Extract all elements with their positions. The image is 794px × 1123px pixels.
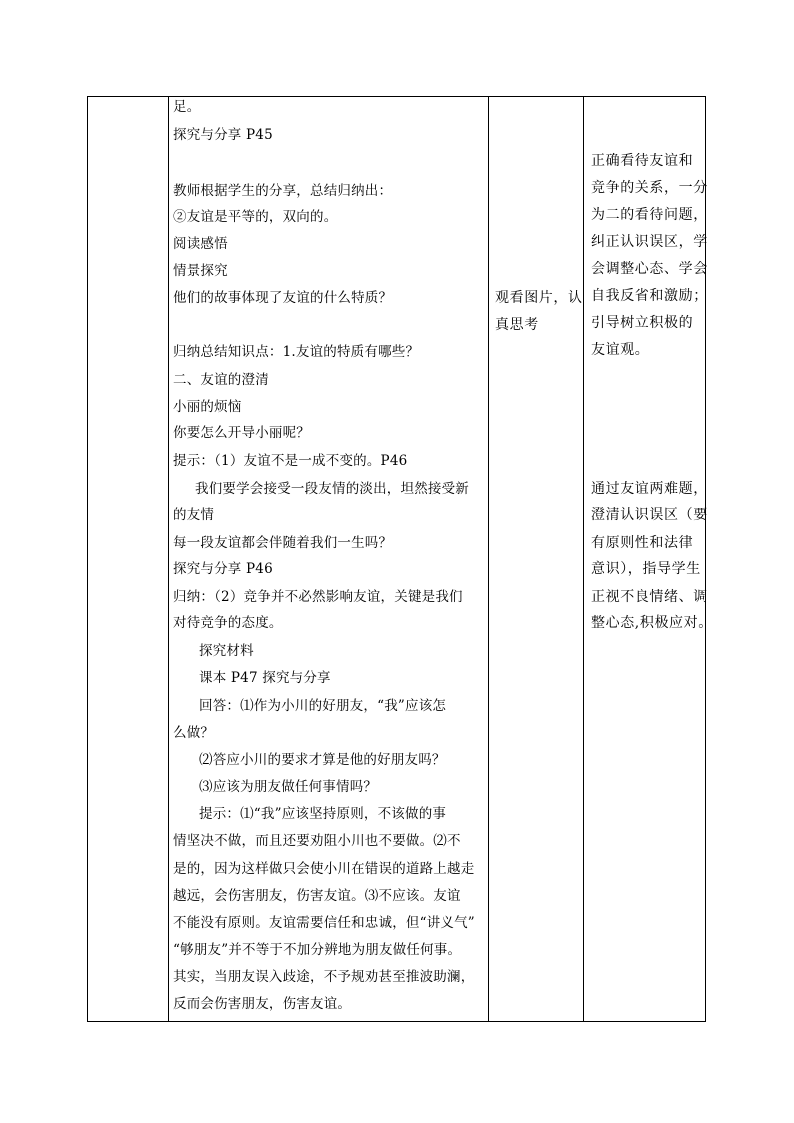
- intent-line: 有原则性和法律: [591, 535, 694, 551]
- content-line: 情坚决不做，而且还要劝阻小川也不要做。⑵不: [173, 833, 461, 849]
- content-line: 探究与分享 P46: [173, 561, 273, 577]
- content-line: 我们要学会接受一段友情的淡出，坦然接受新: [195, 481, 469, 497]
- intent-line: 整心态,积极应对。: [591, 615, 713, 631]
- intent-line: 会调整心态、学会: [591, 261, 708, 277]
- content-line: 你要怎么开导小丽呢？: [173, 425, 310, 441]
- content-line: 么做？: [173, 725, 215, 741]
- content-line: ⑶应该为朋友做任何事情吗？: [199, 779, 378, 795]
- content-line: ②友谊是平等的，双向的。: [173, 209, 338, 225]
- content-line: 足。: [173, 99, 201, 115]
- content-line: 他们的故事体现了友谊的什么特质？: [173, 290, 393, 306]
- content-line: 课本 P47 探究与分享: [199, 670, 331, 686]
- content-line: 的友情: [173, 507, 215, 523]
- content-line: 探究材料: [199, 643, 254, 659]
- intent-line: 引导树立积极的: [591, 315, 694, 331]
- intent-line: 友谊观。: [591, 342, 650, 358]
- content-line: ⑵答应小川的要求才算是他的好朋友吗？: [199, 752, 446, 768]
- activity-line: 真思考: [495, 317, 539, 333]
- intent-line: 竞争的关系，一分: [591, 180, 708, 196]
- intent-line: 正确看待友谊和: [591, 153, 694, 169]
- lesson-plan-table: [87, 96, 713, 1022]
- intent-line: 正视不良情绪、调: [591, 589, 708, 605]
- content-line: 归纳总结知识点：1.友谊的特质有哪些？: [173, 344, 420, 360]
- content-line: 对待竞争的态度。: [173, 615, 283, 631]
- content-line: 归纳：（2）竞争并不必然影响友谊，关键是我们: [173, 589, 463, 605]
- intent-line: 为二的看待问题，: [591, 207, 708, 223]
- content-line: 越远，会伤害朋友，伤害友谊。⑶不应该。友谊: [173, 888, 461, 904]
- content-line: 每一段友谊都会伴随着我们一生吗？: [173, 535, 393, 551]
- column-divider: [583, 97, 584, 1021]
- intent-line: 澄清认识误区（要: [591, 507, 708, 523]
- content-line: 二、友谊的澄清: [173, 372, 269, 388]
- content-line: “够朋友”并不等于不加分辨地为朋友做任何事。: [173, 942, 462, 958]
- intent-line: 通过友谊两难题，: [591, 481, 708, 497]
- content-line: 探究与分享 P45: [173, 127, 273, 143]
- content-line: 提示：（1）友谊不是一成不变的。P46: [173, 453, 408, 469]
- content-line: 是的，因为这样做只会使小川在错误的道路上越走: [173, 861, 475, 877]
- content-line: 其实，当朋友误入歧途，不予规劝甚至推波助澜，: [173, 969, 475, 985]
- activity-line: 观看图片，认: [495, 290, 583, 306]
- content-line: 提示：⑴“我”应该坚持原则，不该做的事: [199, 806, 447, 822]
- content-line: 情景探究: [173, 263, 228, 279]
- content-line: 小丽的烦恼: [173, 399, 242, 415]
- column-divider: [488, 97, 489, 1021]
- content-line: 不能没有原则。友谊需要信任和忠诚，但“讲义气”: [173, 915, 475, 931]
- intent-line: 自我反省和激励；: [591, 288, 708, 304]
- intent-line: 意识），指导学生: [591, 561, 701, 577]
- content-line: 反而会伤害朋友，伤害友谊。: [173, 996, 352, 1012]
- content-line: 教师根据学生的分享，总结归纳出：: [173, 183, 393, 199]
- intent-line: 纠正认识误区，学: [591, 234, 708, 250]
- content-line: 阅读感悟: [173, 236, 228, 252]
- content-line: 回答：⑴作为小川的好朋友，“我”应该怎: [199, 698, 447, 714]
- column-divider: [168, 97, 169, 1021]
